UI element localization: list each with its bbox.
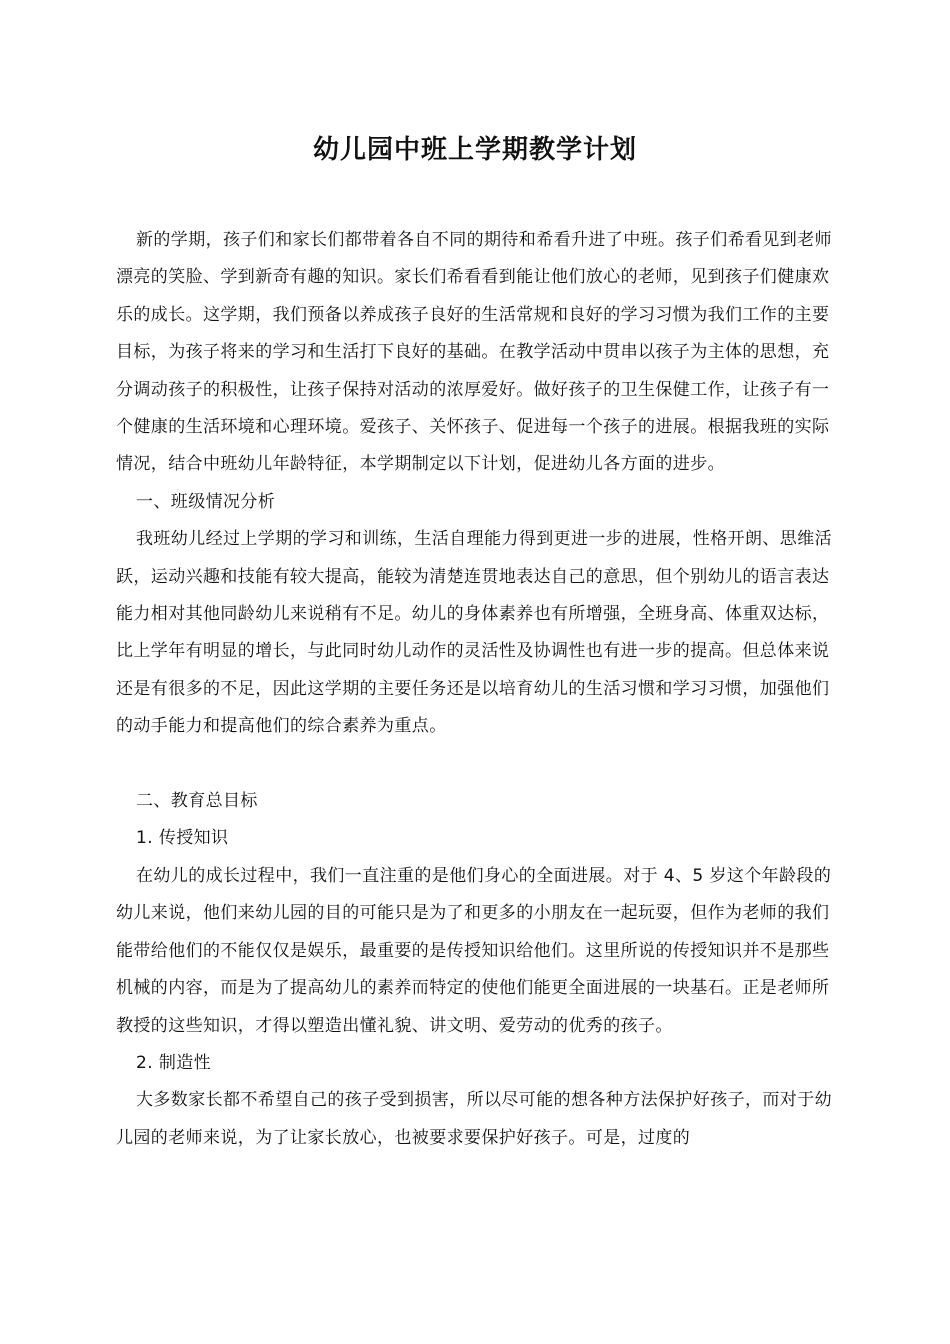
knowledge-paragraph: 在幼儿的成长过程中，我们一直注重的是他们身心的全面进展。对于 4、5 岁这个年龄段的幼儿来说，他们来幼儿园的目的可能只是为了和更多的小朋友在一起玩耍，但作为老师的我们能带给他们的不能仅仅是娱乐，最重要的是传授知识给他们。这里所说的传授知识并不是那些机械的内容，而是为了提高幼儿的素养而特定的使他们能更全面进展的一块基石。正是老师所教授的这些知识，才得以塑造出懂礼貌、讲文明、爱劳动的优秀的孩子。 [116,865,832,1036]
document-body [116,222,838,1157]
subheading-creativity: 2. 制造性 [136,1052,212,1073]
paragraph-spacer [116,746,838,783]
document-title: 幼儿园中班上学期教学计划 [312,135,637,165]
section-heading-class-analysis: 一、班级情况分析 [136,491,276,512]
class-analysis-paragraph: 我班幼儿经过上学期的学习和训练，生活自理能力得到更进一步的进展，性格开朗、思维活跃，运动兴趣和技能有较大提高，能较为清楚连贯地表达自己的意思，但个别幼儿的语言表达能力相对其他同龄幼儿来说稍有不足。幼儿的身体素养也有所增强，全班身高、体重双达标，比上学年有明显的增长，与此同时幼儿动作的灵活性及协调性也有进一步的提高。但总体来说还是有很多的不足，因此这学期的主要任务还是以培育幼儿的生活习惯和学习习惯，加强他们的动手能力和提高他们的综合素养为重点。 [116,529,832,737]
section-heading-education-goals: 二、教育总目标 [136,791,258,812]
subheading-knowledge: 1. 传授知识 [136,828,229,849]
creativity-paragraph: 大多数家长都不希望自己的孩子受到损害，所以尽可能的想各种方法保护好孩子，而对于幼儿园的老师来说，为了让家长放心，也被要求要保护好孩子。可是，过度的 [116,1090,832,1148]
intro-paragraph: 新的学期，孩子们和家长们都带着各自不同的期待和希看升进了中班。孩子们希看见到老师漂亮的笑脸、学到新奇有趣的知识。家长们希看看到能让他们放心的老师，见到孩子们健康欢乐的成长。这学期，我们预备以养成孩子良好的生活常规和良好的学习习惯为我们工作的主要目标，为孩子将来的学习和生活打下良好的基础。在教学活动中贯串以孩子为主体的思想，充分调动孩子的积极性，让孩子保持对活动的浓厚爱好。做好孩子的卫生保健工作，让孩子有一个健康的生活环境和心理环境。爱孩子、关怀孩子、促进每一个孩子的进展。根据我班的实际情况，结合中班幼儿年龄特征，本学期制定以下计划，促进幼儿各方面的进步。 [116,230,832,475]
